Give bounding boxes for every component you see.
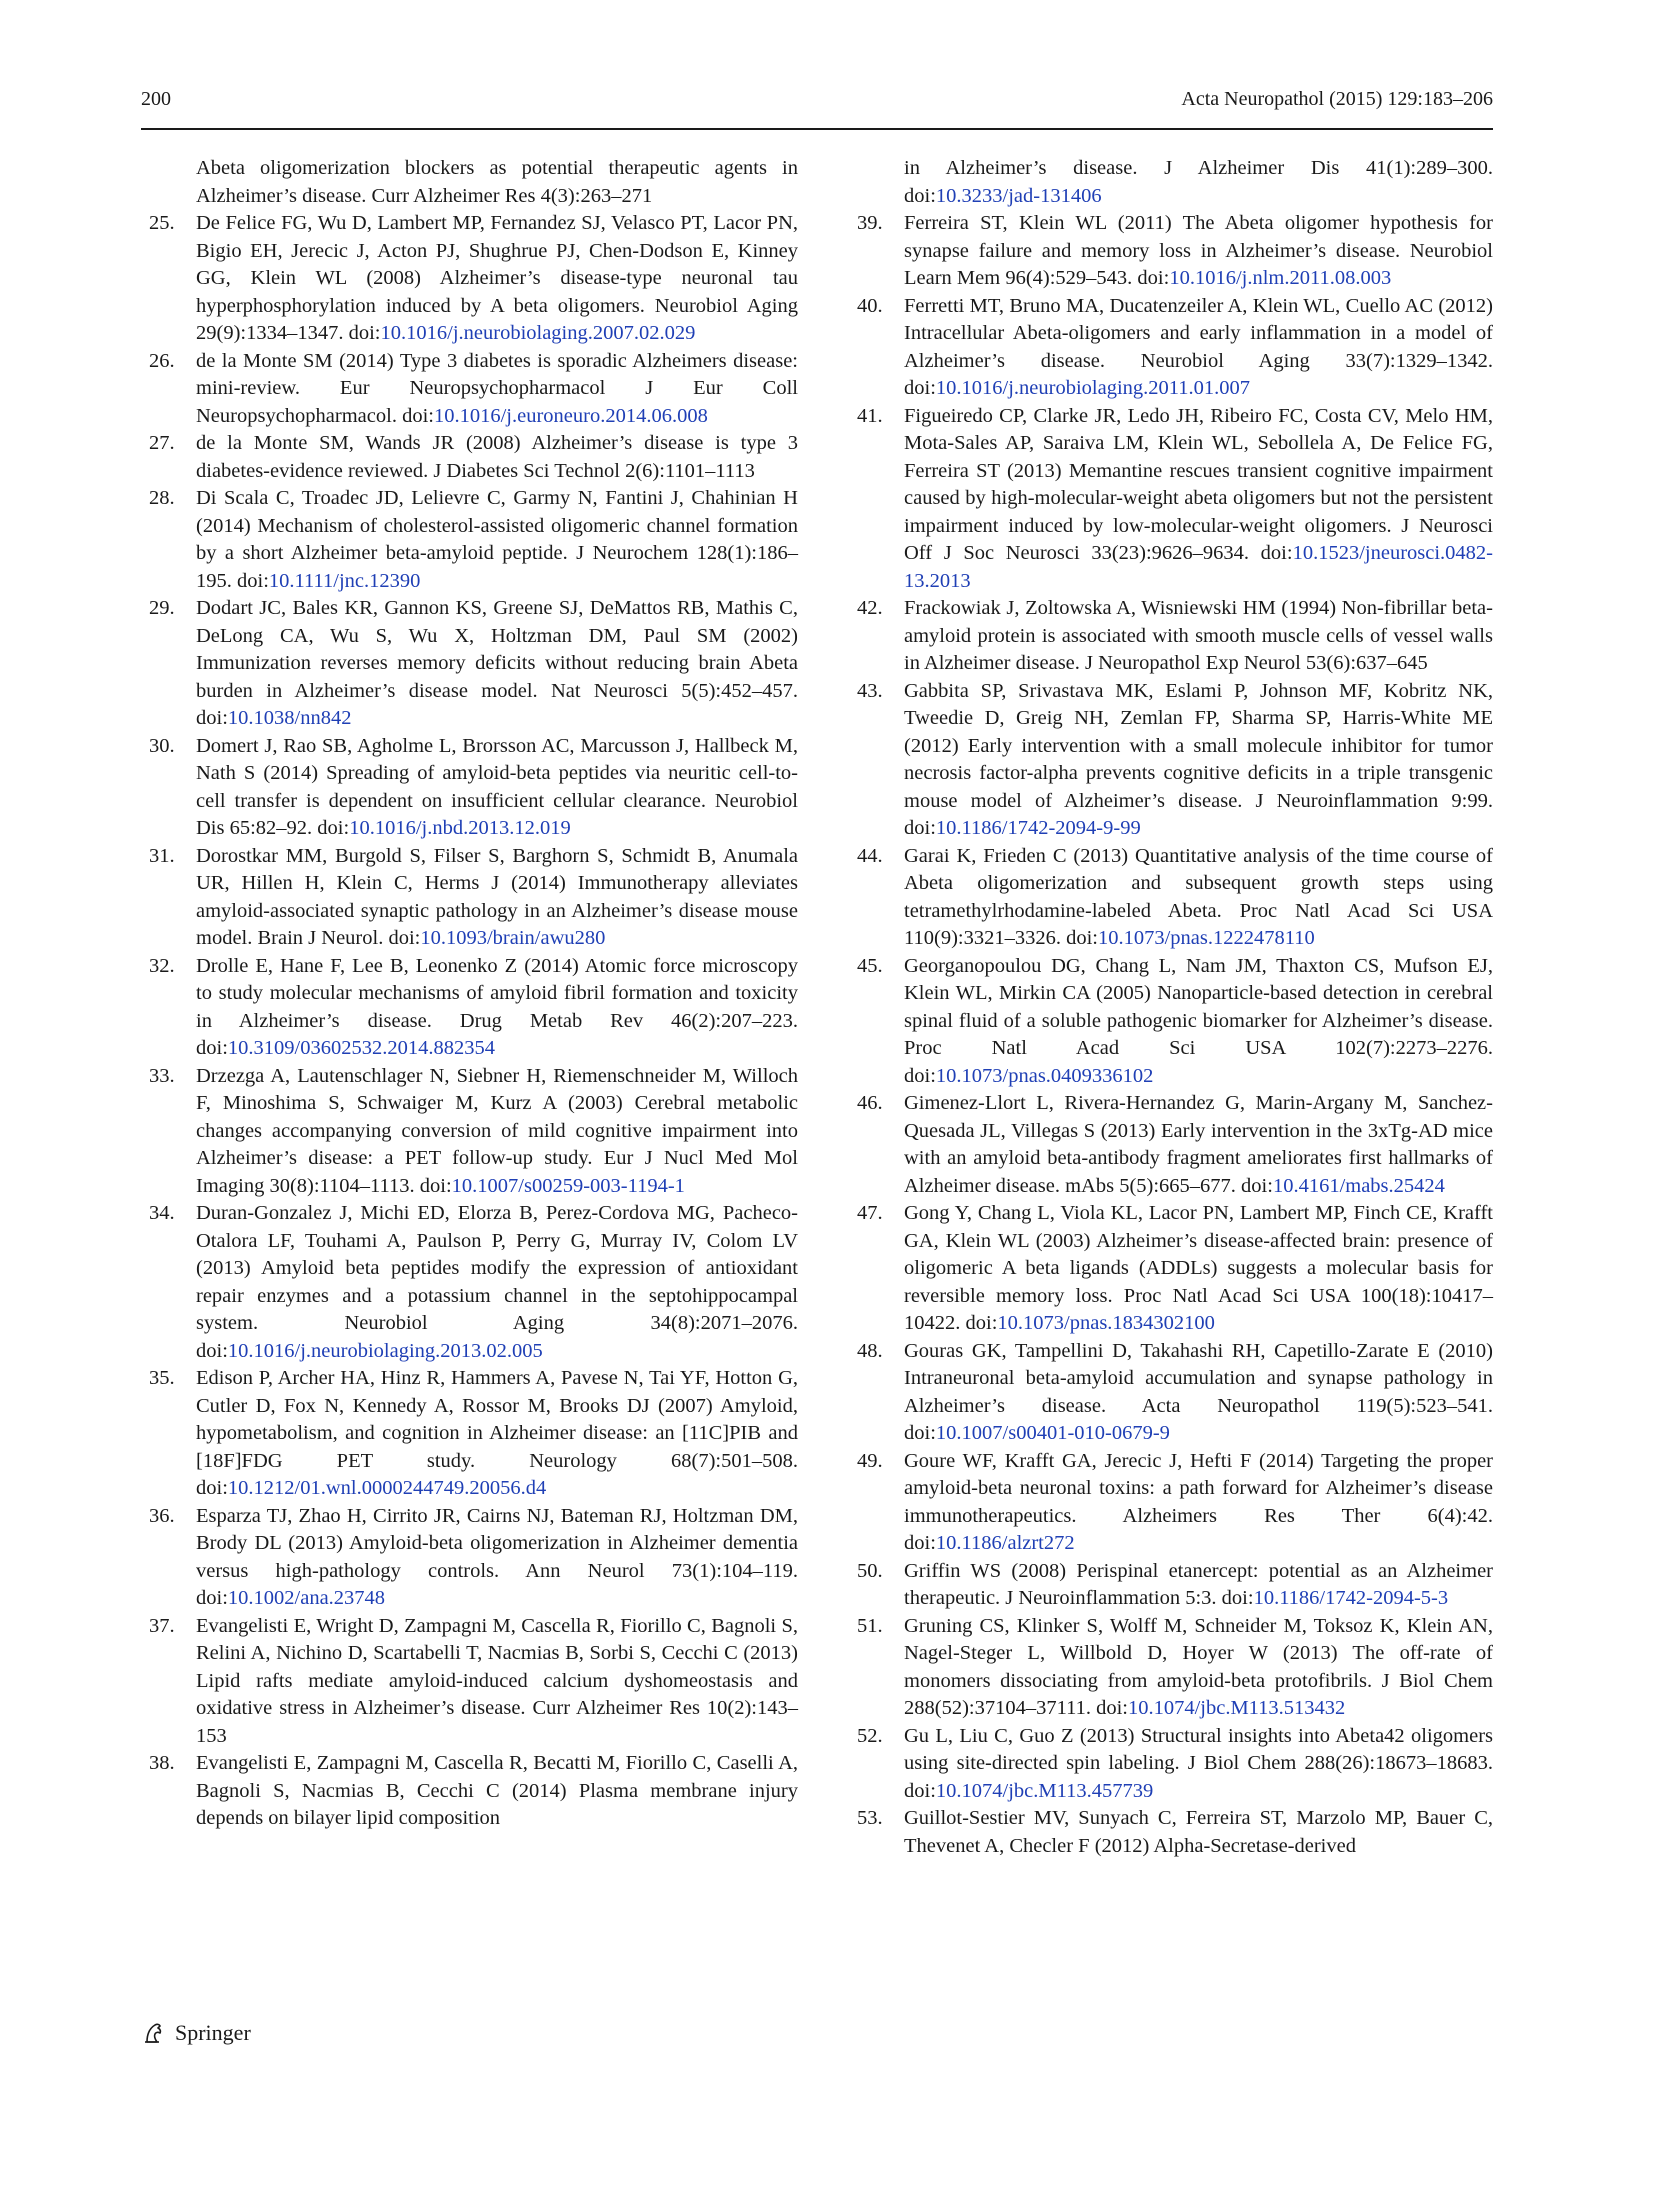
doi-link[interactable]: 10.3109/03602532.2014.882354 [227,1037,495,1059]
doi-link[interactable]: 10.4161/mabs.25424 [1272,1174,1445,1197]
page-number: 200 [141,88,171,110]
reference-entry [141,1365,798,1503]
reference-number: 44. [857,844,883,867]
reference-number: 30. [149,734,175,757]
reference-number: 37. [149,1614,175,1637]
reference-text: Esparza TJ, Zhao H, Cirrito JR, Cairns NJ, Bateman RJ, Holtzman DM, Brody DL (2013) Amyloid-beta oligomerization in Alzheimer dementia versus high-pathology controls. Ann Neurol 73(1):104–119. doi: [196,1504,798,1609]
reference-text: Gong Y, Chang L, Viola KL, Lacor PN, Lambert MP, Finch CE, Krafft GA, Klein WL (2003) Alzheimer’s disease-affected brain: presence of oligomeric A beta ligands (ADDLs) suggests a molecular basis for reversible memory loss. Proc Natl Acad Sci USA 100(18):10417–10422. doi: [904,1202,1493,1334]
reference-number: 41. [857,404,883,427]
reference-number: 43. [857,679,883,702]
reference-entry [849,843,1493,953]
reference-number: 46. [857,1092,883,1114]
reference-entry [849,1558,1493,1613]
reference-number: 45. [857,954,883,977]
reference-number: 27. [149,432,175,454]
reference-text: Goure WF, Krafft GA, Jerecic J, Hefti F (2014) Targeting the proper amyloid-beta neuronal toxins: a path forward for Alzheimer’s disease immunotherapeutics. Alzheimers Res Ther 6(4):42. doi: [904,1449,1493,1554]
reference-entry [849,293,1493,403]
reference-text: Dorostkar MM, Burgold S, Filser S, Barghorn S, Schmidt B, Anumala UR, Hillen H, Klein C, Herms J (2014) Immunotherapy alleviates amyloid-associated synaptic pathology in an Alzheimer’s disease mouse model. Brain J Neurol. doi: [196,844,798,949]
reference-number: 51. [857,1614,883,1637]
doi-link[interactable]: 10.1073/pnas.1834302100 [997,1312,1215,1334]
reference-text: Dodart JC, Bales KR, Gannon KS, Greene SJ, DeMattos RB, Mathis C, DeLong CA, Wu S, Wu X, Holtzman DM, Paul SM (2002) Immunization reverses memory deficits without reducing brain Abeta burden in Alzheimer’s disease model. Nat Neurosci 5(5):452–457. doi: [196,597,798,729]
reference-text: Drzezga A, Lautenschlager N, Siebner H, Riemenschneider M, Willoch F, Minoshima S, Schwaiger M, Kurz A (2003) Cerebral metabolic changes accompanying conversion of mild cognitive impairment into Alzheimer’s disease: a PET follow-up study. Eur J Nucl Med Mol Imaging 30(8):1104–1113. doi: [196,1064,798,1197]
reference-text: Di Scala C, Troadec JD, Lelievre C, Garmy N, Fantini J, Chahinian H (2014) Mechanism of cholesterol-assisted oligomeric channel formation by a short Alzheimer beta-amyloid peptide. J Neurochem 128(1):186–195. doi: [196,487,798,592]
publisher-footer [141,2020,251,2046]
reference-entry [849,953,1493,1091]
journal-citation: Acta Neuropathol (2015) 129:183–206 [1181,88,1493,110]
reference-entry [849,1448,1493,1558]
doi-link[interactable]: 10.1186/1742-2094-5-3 [1253,1587,1449,1609]
reference-number: 28. [149,487,175,509]
reference-number: 31. [149,844,175,867]
reference-number: 36. [149,1504,175,1527]
reference-text: Duran-Gonzalez J, Michi ED, Elorza B, Perez-Cordova MG, Pacheco-Otalora LF, Touhami A, Paulson P, Perry G, Murray IV, Colom LV (2013) Amyloid beta peptides modify the expression of antioxidant repair enzymes and a potassium channel in the septohippocampal system. Neurobiol Aging 34(8):2071–2076. doi: [196,1202,798,1362]
reference-entry [141,348,798,431]
reference-text: de la Monte SM (2014) Type 3 diabetes is sporadic Alzheimers disease: mini-review. Eur Neuropsychopharmacol J Eur Coll Neuropsychopharmacol. doi: [196,349,798,427]
reference-number: 52. [857,1724,883,1747]
reference-entry [141,1613,798,1751]
reference-number: 33. [149,1064,175,1087]
reference-entry [141,595,798,733]
reference-text: Domert J, Rao SB, Agholme L, Brorsson AC, Marcusson J, Hallbeck M, Nath S (2014) Spreading of amyloid-beta peptides via neuritic cell-to-cell transfer is dependent on insufficient cellular clearance. Neurobiol Dis 65:82–92. doi: [196,734,798,839]
reference-entry [141,210,798,348]
doi-link[interactable]: 10.1073/pnas.0409336102 [935,1064,1154,1087]
reference-entry [141,1200,798,1365]
reference-number: 26. [149,349,175,372]
reference-text: Gruning CS, Klinker S, Wolff M, Schneider M, Toksoz K, Klein AN, Nagel-Steger L, Willbold D, Hoyer W (2013) The off-rate of monomers dissociating from amyloid-beta protofibrils. J Biol Chem 288(52):37104–37111. doi: [904,1614,1493,1719]
reference-entry [141,1063,798,1201]
reference-text: Georganopoulou DG, Chang L, Nam JM, Thaxton CS, Mufson EJ, Klein WL, Mirkin CA (2005) Nanoparticle-based detection in cerebral spinal fluid of a soluble pathogenic biomarker for Alzheimer’s disease. Proc Natl Acad Sci USA 102(7):2273–2276. doi: [904,954,1493,1087]
reference-number: 35. [149,1367,175,1389]
reference-text: Ferreira ST, Klein WL (2011) The Abeta oligomer hypothesis for synapse failure and memory loss in Alzheimer’s disease. Neurobiol Learn Mem 96(4):529–543. doi: [904,212,1493,289]
reference-entry [849,1805,1493,1860]
doi-link[interactable]: 10.1523/jneurosci.0482-13.2013 [904,542,1493,592]
publisher-name: Springer [175,2020,251,2045]
reference-entry [141,485,798,595]
reference-text: Drolle E, Hane F, Lee B, Leonenko Z (2014) Atomic force microscopy to study molecular mechanisms of amyloid fibril formation and toxicity in Alzheimer’s disease. Drug Metab Rev 46(2):207–223. doi: [196,954,798,1059]
reference-text: Edison P, Archer HA, Hinz R, Hammers A, Pavese N, Tai YF, Hotton G, Cutler D, Fox N, Kennedy A, Rossor M, Brooks DJ (2007) Amyloid, hypometabolism, and cognition in Alzheimer disease: an [11C]PIB and [18F]FDG PET study. Neurology 68(7):501–508. doi: [196,1367,798,1499]
doi-link[interactable]: 10.1073/pnas.1222478110 [1097,927,1315,949]
reference-entry [849,155,1493,210]
reference-text: Gimenez-Llort L, Rivera-Hernandez G, Marin-Argany M, Sanchez-Quesada JL, Villegas S (2013) Early intervention in the 3xTg-AD mice with an amyloid beta-antibody fragment ameliorates first hallmarks of Alzheimer disease. mAbs 5(5):665–677. doi: [904,1092,1493,1197]
doi-link[interactable]: 10.1016/j.neurobiolaging.2011.01.007 [935,377,1251,399]
doi-link[interactable]: 10.1186/alzrt272 [935,1532,1075,1554]
reference-entry [849,210,1493,293]
reference-text: Frackowiak J, Zoltowska A, Wisniewski HM (1994) Non-fibrillar beta-amyloid protein is associated with smooth muscle cells of vessel walls in Alzheimer disease. J Neuropathol Exp Neurol 53(6):637–645 [904,597,1493,674]
reference-entry [849,595,1493,678]
doi-link[interactable]: 10.1212/01.wnl.0000244749.20056.d4 [227,1477,547,1499]
reference-number: 32. [149,954,175,977]
reference-column-left [141,155,798,1833]
doi-link[interactable]: 10.1016/j.euroneuro.2014.06.008 [433,404,708,427]
doi-link[interactable]: 10.1186/1742-2094-9-99 [935,817,1141,839]
doi-link[interactable]: 10.1002/ana.23748 [227,1587,386,1609]
reference-text: in Alzheimer’s disease. J Alzheimer Dis 41(1):289–300. doi: [904,157,1493,207]
reference-text: Gouras GK, Tampellini D, Takahashi RH, Capetillo-Zarate E (2010) Intraneuronal beta-amyloid accumulation and synapse pathology in Alzheimer’s disease. Acta Neuropathol 119(5):523–541. doi: [904,1339,1493,1444]
doi-link[interactable]: 10.1074/jbc.M113.513432 [1127,1697,1346,1719]
reference-text: Garai K, Frieden C (2013) Quantitative analysis of the time course of Abeta oligomerization and subsequent growth steps using tetramethylrhodamine-labeled Abeta. Proc Natl Acad Sci USA 110(9):3321–3326. doi: [904,844,1493,949]
reference-number: 53. [857,1807,883,1829]
reference-text: Gu L, Liu C, Guo Z (2013) Structural insights into Abeta42 oligomers using site-directed spin labeling. J Biol Chem 288(26):18673–18683. doi: [904,1724,1493,1802]
reference-entry [849,1723,1493,1806]
reference-number: 48. [857,1339,883,1362]
reference-number: 29. [149,597,175,619]
reference-entry [141,155,798,210]
doi-link[interactable]: 10.1111/jnc.12390 [268,569,421,592]
reference-entry [849,678,1493,843]
reference-entry [849,1613,1493,1723]
reference-entry [849,403,1493,596]
reference-entry [141,733,798,843]
reference-number: 34. [149,1202,175,1224]
reference-text: Gabbita SP, Srivastava MK, Eslami P, Johnson MF, Kobritz NK, Tweedie D, Greig NH, Zemlan FP, Sharma SP, Harris-White ME (2012) Early intervention with a small molecule inhibitor for tumor necrosis factor-alpha prevents cognitive deficits in a triple transgenic mouse model of Alzheimer’s disease. J Neuroinflammation 9:99. doi: [904,679,1493,839]
reference-entry [849,1338,1493,1448]
reference-entry [141,1750,798,1833]
doi-link[interactable]: 10.1038/nn842 [227,707,352,729]
reference-text: de la Monte SM, Wands JR (2008) Alzheimer’s disease is type 3 diabetes-evidence reviewed. J Diabetes Sci Technol 2(6):1101–1113 [196,432,798,482]
reference-number: 50. [857,1559,883,1582]
reference-text: Ferretti MT, Bruno MA, Ducatenzeiler A, Klein WL, Cuello AC (2012) Intracellular Abeta-oligomers and early inflammation in a model of Alzheimer’s disease. Neurobiol Aging 33(7):1329–1342. doi: [904,294,1493,399]
reference-text: Griffin WS (2008) Perispinal etanercept: potential as an Alzheimer therapeutic. J Neuroinflammation 5:3. doi: [904,1559,1493,1609]
reference-text: Guillot-Sestier MV, Sunyach C, Ferreira ST, Marzolo MP, Bauer C, Thevenet A, Checler F (2012) Alpha-Secretase-derived [904,1807,1493,1857]
doi-link[interactable]: 10.1093/brain/awu280 [420,927,606,949]
reference-entry [849,1090,1493,1200]
doi-link[interactable]: 10.1074/jbc.M113.457739 [935,1779,1154,1802]
reference-entry [141,843,798,953]
reference-number: 47. [857,1202,883,1224]
reference-number: 39. [857,212,883,234]
doi-link[interactable]: 10.1016/j.nlm.2011.08.003 [1169,267,1392,289]
reference-number: 49. [857,1449,883,1472]
reference-text: Evangelisti E, Zampagni M, Cascella R, Becatti M, Fiorillo C, Caselli A, Bagnoli S, Nacmias B, Cecchi C (2014) Plasma membrane injury depends on bilayer lipid composition [196,1752,798,1829]
reference-number: 25. [149,212,175,234]
doi-link[interactable]: 10.1016/j.neurobiolaging.2013.02.005 [227,1339,543,1362]
reference-number: 40. [857,294,883,317]
reference-text: Figueiredo CP, Clarke JR, Ledo JH, Ribeiro FC, Costa CV, Melo HM, Mota-Sales AP, Saraiva LM, Klein WL, Sebollela A, De Felice FG, Ferreira ST (2013) Memantine rescues transient cognitive impairment caused by high-molecular-weight abeta oligomers but not the persistent impairment induced by low-molecular-weight oligomers. J Neurosci Off J Soc Neurosci 33(23):9626–9634. doi: [904,404,1493,564]
doi-link[interactable]: 10.1016/j.nbd.2013.12.019 [349,817,571,839]
springer-horse-icon [141,2020,167,2046]
doi-link[interactable]: 10.3233/jad-131406 [935,184,1102,207]
reference-entry [141,430,798,485]
reference-text: De Felice FG, Wu D, Lambert MP, Fernandez SJ, Velasco PT, Lacor PN, Bigio EH, Jerecic J, Acton PJ, Shughrue PJ, Chen-Dodson E, Kinney GG, Klein WL (2008) Alzheimer’s disease-type neuronal tau hyperphosphorylation induced by A beta oligomers. Neurobiol Aging 29(9):1334–1347. doi: [196,212,798,344]
reference-text: Abeta oligomerization blockers as potential therapeutic agents in Alzheimer’s disease. Curr Alzheimer Res 4(3):263–271 [196,157,798,207]
reference-entry [141,953,798,1063]
doi-link[interactable]: 10.1016/j.neurobiolaging.2007.02.029 [380,322,696,344]
reference-entry [141,1503,798,1613]
reference-number: 38. [149,1752,175,1774]
reference-column-right [849,155,1493,1860]
doi-link[interactable]: 10.1007/s00401-010-0679-9 [935,1422,1170,1444]
reference-entry [849,1200,1493,1338]
reference-text: Evangelisti E, Wright D, Zampagni M, Cascella R, Fiorillo C, Bagnoli S, Relini A, Nichino D, Scartabelli T, Nacmias B, Sorbi S, Cecchi C (2013) Lipid rafts mediate amyloid-induced calcium dyshomeostasis and oxidative stress in Alzheimer’s disease. Curr Alzheimer Res 10(2):143–153 [196,1614,798,1747]
running-header [141,88,1493,130]
reference-number: 42. [857,597,883,619]
doi-link[interactable]: 10.1007/s00259-003-1194-1 [451,1174,685,1197]
